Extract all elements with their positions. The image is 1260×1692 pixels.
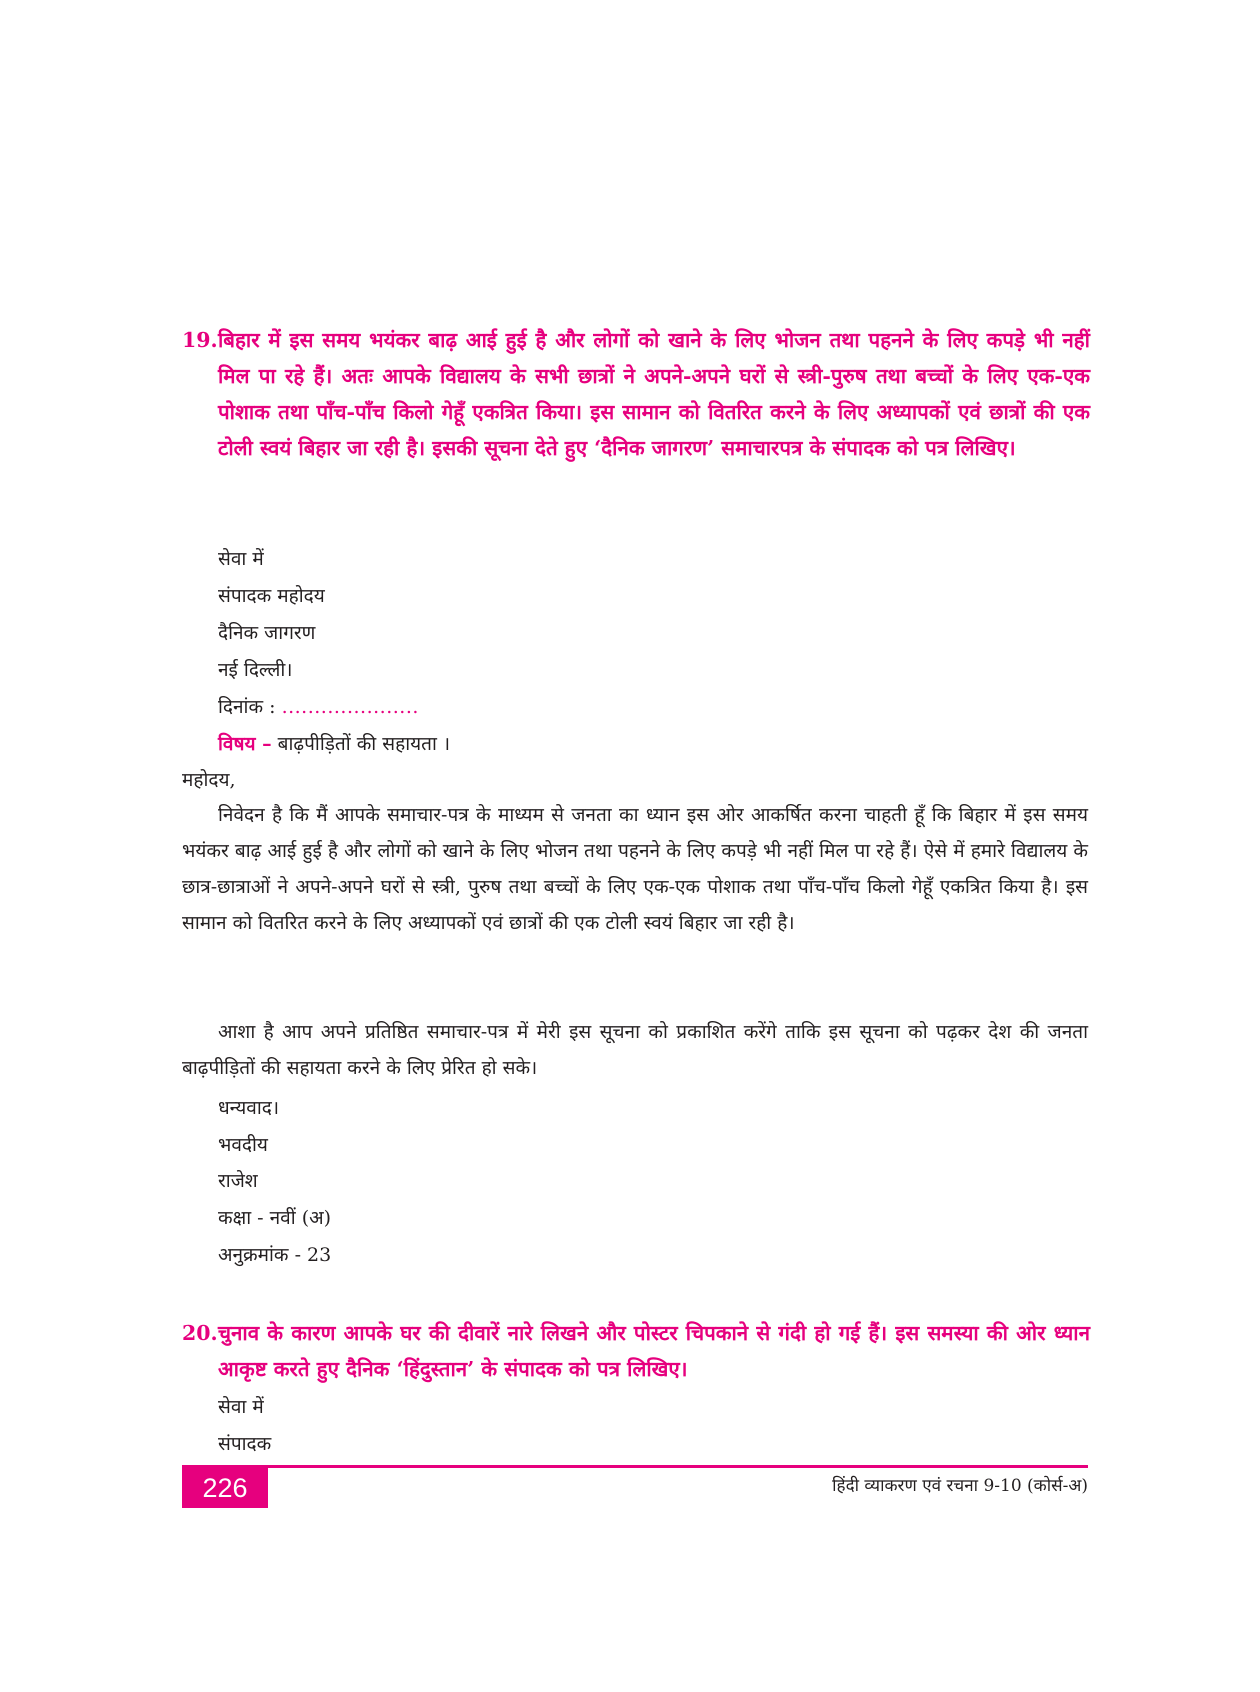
closing-line: भवदीय xyxy=(218,1134,268,1156)
salutation: महोदय, xyxy=(182,769,236,791)
address-line: दैनिक जागरण xyxy=(218,622,316,644)
closing-line: राजेश xyxy=(218,1170,258,1192)
closing-line: कक्षा - नवीं (अ) xyxy=(218,1207,332,1229)
subject-label: विषय – xyxy=(218,733,272,755)
question-number: 19. xyxy=(182,328,218,352)
book-title: हिंदी व्याकरण एवं रचना 9-10 (कोर्स-अ) xyxy=(832,1476,1088,1496)
subject-line xyxy=(218,730,450,758)
address-line: संपादक xyxy=(218,1433,272,1455)
question-text: चुनाव के कारण आपके घर की दीवारें नारे लिखने और पोस्टर चिपकाने से गंदी हो गई हैं। इस समस्या की ओर ध्यान आकृष्ट करते हुए दैनिक ‘हिंदुस्तान’ के संपादक को पत्र लिखिए। xyxy=(218,1321,1090,1381)
question-number: 20. xyxy=(182,1321,218,1345)
address-line: संपादक महोदय xyxy=(218,585,325,607)
letter-paragraph: निवेदन है कि मैं आपके समाचार-पत्र के माध्यम से जनता का ध्यान इस ओर आकर्षित करना चाहती हूँ कि बिहार में इस समय भयंकर बाढ़ आई हुई है और लोगों को खाने के लिए भोजन तथा पहनने के लिए कपड़े भी नहीं मिल पा रहे हैं। ऐसे में हमारे विद्यालय के छात्र-छात्राओं ने अपने-अपने घरों से स्त्री, पुरुष तथा बच्चों के लिए एक-एक पोशाक तथा पाँच-पाँच किलो गेहूँ एकत्रित किया है। इस सामान को वितरित करने के लिए अध्यापकों एवं छात्रों की एक टोली स्वयं बिहार जा रही है। xyxy=(182,804,1088,934)
address-line: सेवा में xyxy=(218,1396,264,1418)
closing-line: अनुक्रमांक - 23 xyxy=(218,1244,332,1266)
closing-line: धन्यवाद। xyxy=(218,1097,280,1119)
date-line xyxy=(218,693,419,721)
subject-text: बाढ़पीड़ितों की सहायता । xyxy=(277,733,451,755)
page-number: 226 xyxy=(182,1468,268,1508)
date-blank: ..................... xyxy=(281,696,419,718)
footer-rule xyxy=(182,1465,1088,1468)
question-20 xyxy=(182,1315,1090,1387)
letter-paragraph: आशा है आप अपने प्रतिष्ठित समाचार-पत्र में मेरी इस सूचना को प्रकाशित करेंगे ताकि इस सूचना को पढ़कर देश की जनता बाढ़पीड़ितों की सहायता करने के लिए प्रेरित हो सके। xyxy=(182,1021,1088,1079)
address-line: नई दिल्ली। xyxy=(218,659,293,681)
address-line: सेवा में xyxy=(218,548,264,570)
question-19 xyxy=(182,322,1090,466)
question-text: बिहार में इस समय भयंकर बाढ़ आई हुई है और लोगों को खाने के लिए भोजन तथा पहनने के लिए कपड़े भी नहीं मिल पा रहे हैं। अतः आपके विद्यालय के सभी छात्रों ने अपने-अपने घरों से स्त्री-पुरुष तथा बच्चों के लिए एक-एक पोशाक तथा पाँच-पाँच किलो गेहूँ एकत्रित किया। इस सामान को वितरित करने के लिए अध्यापकों एवं छात्रों की एक टोली स्वयं बिहार जा रही है। इसकी सूचना देते हुए ‘दैनिक जागरण’ समाचारपत्र के संपादक को पत्र लिखिए। xyxy=(218,328,1090,460)
date-label: दिनांक : xyxy=(218,696,276,718)
